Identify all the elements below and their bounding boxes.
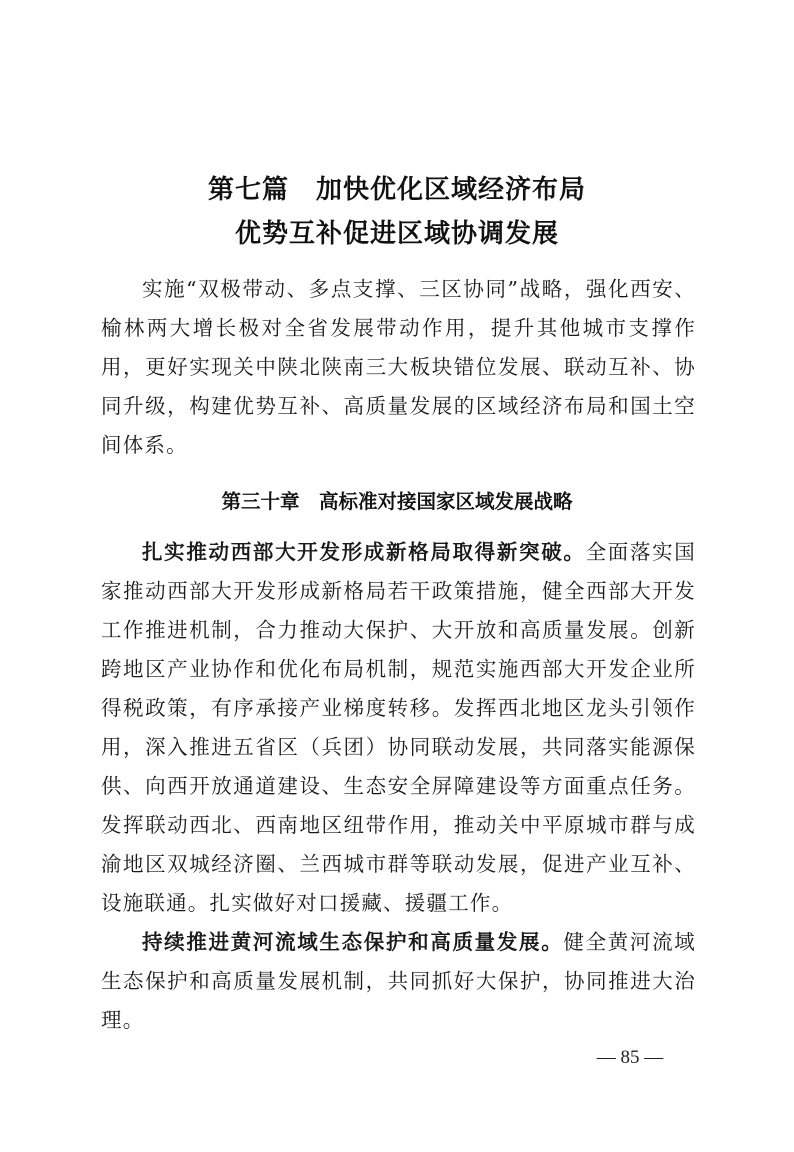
- section-body-text: 全面落实国家推动西部大开发形成新格局若干政策措施，健全西部大开发工作推进机制，合力推动大保护、大开放和高质量发展。创新跨地区产业协作和优化布局机制，规范实施西部大开发企业所得税政策，有序承接产业梯度转移。发挥西北地区龙头引领作用，深入推进五省区（兵团）协同联动发展，共同落实能源保供、向西开放通道建设、生态安全屏障建设等方面重点任务。发挥联动西北、西南地区纽带作用，推动关中平原城市群与成渝地区双城经济圈、兰西城市群等联动发展，促进产业互补、设施联通。扎实做好对口援藏、援疆工作。: [101, 540, 697, 915]
- intro-paragraph: 实施“双极带动、多点支撑、三区协同”战略，强化西安、榆林两大增长极对全省发展带动作用，提升其他城市支撑作用，更好实现关中陕北陕南三大板块错位发展、联动互补、协同升级，构建优势互补、高质量发展的区域经济布局和国土空间体系。: [101, 277, 696, 457]
- chapter-title: 第三十章 高标准对接国家区域发展战略: [221, 490, 573, 513]
- section-paragraph-yellow-river: [101, 923, 696, 1040]
- section-lead-heading: 持续推进黄河流域生态保护和高质量发展。: [142, 930, 564, 954]
- section-paragraph-western-development: [101, 533, 696, 923]
- part-title-line-2: 优势互补促进区域协调发展: [234, 219, 559, 249]
- page-number: — 85 —: [596, 1047, 664, 1068]
- part-title-line-1: 第七篇 加快优化区域经济布局: [207, 175, 586, 205]
- section-body-text: 健全黄河流域生态保护和高质量发展机制，共同抓好大保护，协同推进大治理。: [101, 930, 696, 1032]
- section-lead-heading: 扎实推动西部大开发形成新格局取得新突破。: [142, 540, 586, 564]
